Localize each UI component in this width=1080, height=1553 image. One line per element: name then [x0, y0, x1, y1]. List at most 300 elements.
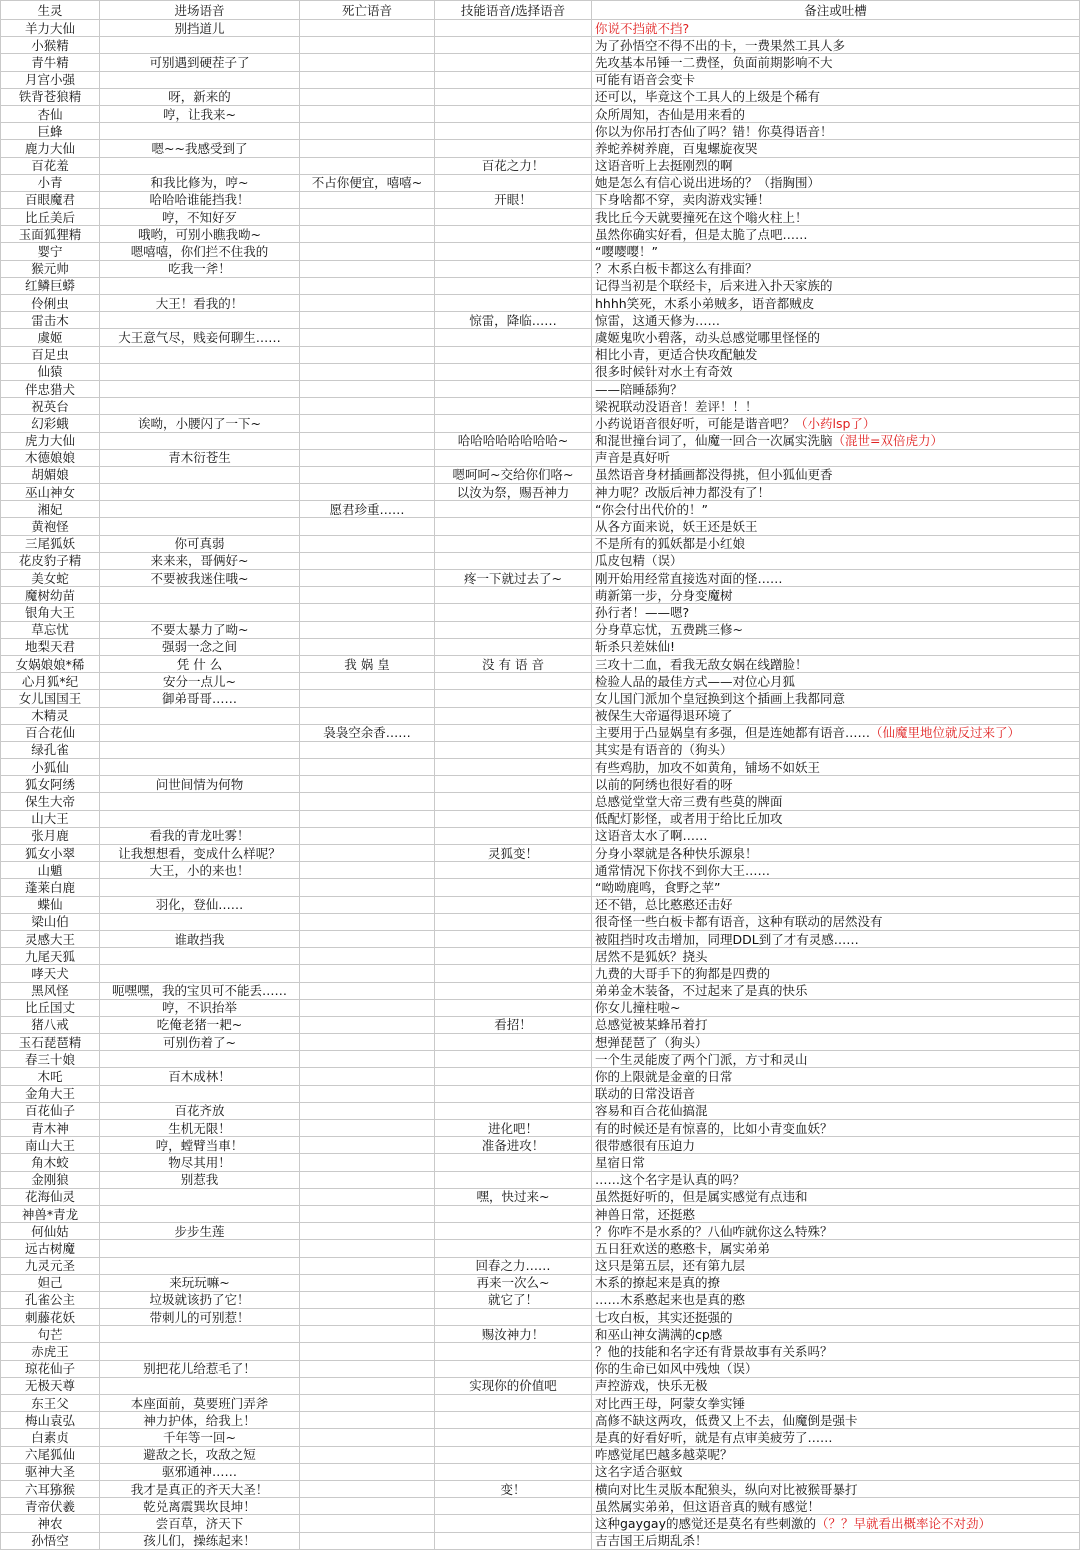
cell-entry-voice	[100, 243, 300, 260]
cell-skill-voice	[435, 346, 592, 363]
cell-entry-voice-text: 哦哟，可别小瞧我呦~	[138, 226, 261, 242]
cell-spirit-text: 何仙姑	[31, 1223, 69, 1239]
cell-skill-voice-text: 就它了！	[487, 1292, 538, 1308]
cell-skill-voice	[435, 741, 592, 758]
cell-spirit	[1, 329, 100, 346]
cell-remark-text: 三攻十二血，看我无敌女娲在线蹭脸！	[595, 656, 808, 672]
cell-entry-voice	[100, 1498, 300, 1515]
cell-entry-voice	[100, 1446, 300, 1463]
cell-remark-text: 你以为你吊打杏仙了吗？错！你莫得语音！	[595, 123, 833, 139]
cell-skill-voice	[435, 277, 592, 294]
cell-entry-voice	[100, 1154, 300, 1171]
table-row	[1, 380, 1080, 397]
cell-entry-voice	[100, 793, 300, 810]
cell-spirit	[1, 741, 100, 758]
cell-spirit-text: 哮天犬	[31, 965, 69, 981]
cell-skill-voice	[435, 604, 592, 621]
cell-spirit-text: 无极天尊	[24, 1378, 75, 1394]
table-row	[1, 1377, 1080, 1394]
cell-remark-text: 小药说语音很好听，可能是谐音吧？	[595, 415, 796, 431]
cell-remark	[592, 1137, 1080, 1154]
header-death-voice: 死亡语音	[300, 1, 435, 20]
cell-entry-voice	[100, 363, 300, 380]
cell-skill-voice-text: 百花之力！	[481, 158, 545, 174]
cell-remark	[592, 948, 1080, 965]
cell-remark	[592, 845, 1080, 862]
cell-remark	[592, 1223, 1080, 1240]
cell-entry-voice	[100, 1085, 300, 1102]
table-row	[1, 209, 1080, 226]
cell-entry-voice	[100, 655, 300, 672]
cell-skill-voice-text: 进化吧！	[487, 1120, 538, 1136]
cell-remark	[592, 1257, 1080, 1274]
cell-death-voice	[300, 655, 435, 672]
cell-remark-text: 孙行者！——嗯?	[595, 604, 690, 620]
cell-death-voice	[300, 260, 435, 277]
cell-skill-voice	[435, 243, 592, 260]
cell-entry-voice	[100, 621, 300, 638]
table-row	[1, 123, 1080, 140]
cell-skill-voice	[435, 552, 592, 569]
cell-spirit-text: 鹿力大仙	[24, 140, 75, 156]
table-row	[1, 1120, 1080, 1137]
cell-skill-voice	[435, 191, 592, 208]
table-row	[1, 552, 1080, 569]
cell-entry-voice	[100, 105, 300, 122]
cell-entry-voice-text: 哈哈哈谁能挡我！	[149, 192, 250, 208]
cell-remark	[592, 1377, 1080, 1394]
table-row	[1, 604, 1080, 621]
cell-remark	[592, 484, 1080, 501]
cell-entry-voice-text: 御弟哥哥……	[161, 690, 237, 706]
cell-spirit	[1, 845, 100, 862]
cell-spirit-text: 猴元帅	[31, 261, 69, 277]
cell-spirit-text: 九灵元圣	[24, 1258, 75, 1274]
cell-entry-voice	[100, 827, 300, 844]
cell-entry-voice	[100, 845, 300, 862]
cell-remark	[592, 157, 1080, 174]
cell-spirit	[1, 243, 100, 260]
cell-entry-voice-text: 谁敢挡我	[174, 931, 225, 947]
table-row	[1, 570, 1080, 587]
cell-skill-voice	[435, 638, 592, 655]
cell-spirit	[1, 157, 100, 174]
cell-spirit	[1, 209, 100, 226]
cell-spirit	[1, 1068, 100, 1085]
table-row	[1, 1171, 1080, 1188]
cell-death-voice	[300, 604, 435, 621]
cell-death-voice-text: 不占你便宜，嘻嘻~	[311, 175, 423, 191]
cell-skill-voice	[435, 20, 592, 37]
cell-spirit-text: 驱神大圣	[24, 1464, 75, 1480]
cell-skill-voice	[435, 88, 592, 105]
cell-remark-text: 木系的撩起来是真的撩	[595, 1275, 721, 1291]
cell-entry-voice	[100, 1188, 300, 1205]
cell-spirit-text: 雷击木	[31, 312, 69, 328]
table-row	[1, 965, 1080, 982]
cell-skill-voice-text: 看招！	[494, 1017, 532, 1033]
cell-spirit-text: 伶俐虫	[31, 295, 69, 311]
cell-spirit	[1, 793, 100, 810]
cell-spirit	[1, 1102, 100, 1119]
cell-skill-voice	[435, 587, 592, 604]
cell-skill-voice	[435, 226, 592, 243]
cell-remark-text: 容易和百合花仙搞混	[595, 1103, 708, 1119]
cell-entry-voice	[100, 37, 300, 54]
cell-entry-voice-text: 别挡道儿	[174, 20, 225, 36]
cell-skill-voice	[435, 1034, 592, 1051]
cell-remark-text: 低配灯影怪，或者用于给比丘加攻	[595, 811, 783, 827]
table-row	[1, 1326, 1080, 1343]
cell-entry-voice-text: 吃我一斧！	[168, 261, 231, 277]
table-row	[1, 277, 1080, 294]
cell-skill-voice-text: 以汝为祭，赐吾神力	[456, 484, 570, 500]
cell-spirit	[1, 1240, 100, 1257]
cell-remark-text: 咋感觉尾巴越多越菜呢？	[595, 1447, 733, 1463]
cell-entry-voice	[100, 260, 300, 277]
cell-entry-voice	[100, 1068, 300, 1085]
cell-remark-text: 神兽日常，还挺憨	[595, 1206, 696, 1222]
cell-remark-text: 我比丘今天就要撞死在这个嗡火柱上！	[595, 209, 808, 225]
cell-remark	[592, 329, 1080, 346]
cell-remark	[592, 398, 1080, 415]
cell-remark	[592, 724, 1080, 741]
cell-remark-text: 她是怎么有信心说出进场的？（指胸围）	[595, 175, 821, 191]
cell-death-voice	[300, 535, 435, 552]
table-row	[1, 1480, 1080, 1497]
cell-entry-voice-text: 强弱一念之间	[161, 639, 237, 655]
cell-entry-voice	[100, 71, 300, 88]
cell-death-voice	[300, 88, 435, 105]
table-row	[1, 1291, 1080, 1308]
cell-skill-voice	[435, 363, 592, 380]
cell-entry-voice-text: 不要太暴力了呦~	[150, 622, 249, 638]
cell-spirit-text: 女娲娘娘*稀	[15, 656, 85, 672]
cell-entry-voice	[100, 948, 300, 965]
cell-skill-voice	[435, 1068, 592, 1085]
table-row	[1, 690, 1080, 707]
cell-skill-voice	[435, 810, 592, 827]
cell-spirit-text: 地梨天君	[24, 639, 75, 655]
cell-skill-voice	[435, 1498, 592, 1515]
cell-skill-voice	[435, 827, 592, 844]
cell-remark-text: 虞姬鬼吹小碧落，动头总感觉哪里怪怪的	[595, 329, 821, 345]
cell-remark-text: 相比小青，更适合快攻配触发	[595, 347, 758, 363]
cell-remark	[592, 999, 1080, 1016]
cell-spirit-text: 梅山袁弘	[24, 1412, 75, 1428]
cell-spirit	[1, 1034, 100, 1051]
cell-remark	[592, 1154, 1080, 1171]
cell-spirit	[1, 174, 100, 191]
cell-spirit	[1, 1223, 100, 1240]
cell-remark-text: 七攻白板，其实还挺强的	[595, 1309, 733, 1325]
cell-entry-voice-text: 别惹我	[180, 1172, 219, 1188]
cell-spirit-text: 张月鹿	[31, 828, 69, 844]
cell-remark	[592, 1120, 1080, 1137]
cell-skill-voice	[435, 174, 592, 191]
cell-spirit	[1, 638, 100, 655]
cell-spirit-text: 六耳猕猴	[24, 1481, 75, 1497]
cell-remark	[592, 1309, 1080, 1326]
cell-death-voice	[300, 484, 435, 501]
cell-entry-voice	[100, 312, 300, 329]
cell-spirit	[1, 1429, 100, 1446]
cell-death-voice	[300, 432, 435, 449]
cell-spirit	[1, 1171, 100, 1188]
cell-spirit	[1, 913, 100, 930]
cell-spirit-text: 百合花仙	[24, 725, 75, 741]
cell-entry-voice	[100, 329, 300, 346]
cell-spirit	[1, 191, 100, 208]
cell-skill-voice	[435, 1446, 592, 1463]
table-row	[1, 759, 1080, 776]
cell-spirit-text: 角木蛟	[31, 1154, 69, 1170]
table-row	[1, 191, 1080, 208]
cell-remark	[592, 810, 1080, 827]
cell-skill-voice	[435, 1309, 592, 1326]
cell-entry-voice	[100, 432, 300, 449]
cell-spirit-text: 花皮豹子精	[18, 553, 82, 569]
cell-skill-voice	[435, 260, 592, 277]
cell-entry-voice-text: 来玩玩嘛~	[169, 1275, 230, 1291]
cell-remark	[592, 587, 1080, 604]
cell-skill-voice	[435, 295, 592, 312]
cell-spirit-text: 婴宁	[37, 244, 63, 260]
cell-spirit-text: 小猴精	[31, 37, 69, 53]
cell-remark	[592, 1498, 1080, 1515]
cell-remark	[592, 1034, 1080, 1051]
cell-spirit	[1, 535, 100, 552]
table-row	[1, 776, 1080, 793]
table-row	[1, 37, 1080, 54]
table-row	[1, 948, 1080, 965]
cell-remark	[592, 621, 1080, 638]
cell-death-voice	[300, 1498, 435, 1515]
cell-death-voice	[300, 930, 435, 947]
cell-death-voice	[300, 380, 435, 397]
cell-remark	[592, 140, 1080, 157]
cell-remark-text: 九费的大哥手下的狗都是四费的	[595, 965, 771, 981]
cell-death-voice	[300, 1446, 435, 1463]
cell-remark-text: 这种gaygay的感觉还是莫名有些刺激的	[595, 1515, 816, 1531]
table-row	[1, 1498, 1080, 1515]
table-row	[1, 930, 1080, 947]
cell-entry-voice-text: 生机无限！	[168, 1120, 231, 1136]
cell-skill-voice	[435, 862, 592, 879]
cell-remark-text: 主要用于凸显娲皇有多强，但是连她都有语音……	[595, 725, 871, 741]
cell-remark-text: 这语音听上去挺刚烈的啊	[595, 158, 733, 174]
cell-spirit-text: 妲己	[37, 1275, 63, 1291]
cell-spirit-text: 青帝伏羲	[24, 1498, 75, 1514]
cell-remark-text: 有些鸡肋，加攻不如黄角，铺场不如妖王	[595, 759, 821, 775]
cell-entry-voice	[100, 1257, 300, 1274]
cell-death-voice	[300, 123, 435, 140]
header-spirit: 生灵	[1, 1, 100, 20]
cell-spirit-text: 幻彩蛾	[31, 415, 69, 431]
table-row	[1, 20, 1080, 37]
cell-spirit-text: 木吒	[37, 1069, 63, 1085]
cell-death-voice	[300, 209, 435, 226]
cell-spirit	[1, 501, 100, 518]
cell-entry-voice	[100, 398, 300, 415]
cell-entry-voice	[100, 1343, 300, 1360]
cell-remark-text: 可能有语音会变卡	[595, 72, 696, 88]
header-entry-voice: 进场语音	[100, 1, 300, 20]
cell-entry-voice-text: 和我比修为，哼~	[150, 175, 249, 191]
cell-entry-voice	[100, 810, 300, 827]
cell-death-voice	[300, 707, 435, 724]
table-row	[1, 1515, 1080, 1532]
table-row	[1, 432, 1080, 449]
cell-entry-voice-text: 物尽其用！	[168, 1154, 231, 1170]
cell-entry-voice	[100, 449, 300, 466]
cell-remark-text: 分身草忘忧，五费跳三修~	[595, 622, 743, 638]
cell-spirit-text: 赤虎王	[31, 1344, 69, 1360]
table-row	[1, 501, 1080, 518]
table-row	[1, 638, 1080, 655]
cell-entry-voice	[100, 1051, 300, 1068]
cell-spirit-text: 黑风怪	[31, 983, 69, 999]
table-row	[1, 105, 1080, 122]
table-row	[1, 312, 1080, 329]
cell-spirit-text: 刺藤花妖	[24, 1309, 75, 1325]
cell-spirit-text: 银角大王	[24, 604, 75, 620]
cell-skill-voice	[435, 1463, 592, 1480]
cell-entry-voice	[100, 1171, 300, 1188]
cell-remark-text: 横向对比生灵版本配狼头，纵向对比被猴哥暴打	[595, 1481, 858, 1497]
cell-entry-voice	[100, 1463, 300, 1480]
table-row	[1, 466, 1080, 483]
cell-death-voice	[300, 1171, 435, 1188]
remark-red-note: （混世=双倍虎力）	[832, 433, 943, 449]
cell-entry-voice	[100, 535, 300, 552]
cell-remark	[592, 535, 1080, 552]
cell-remark	[592, 123, 1080, 140]
cell-skill-voice	[435, 1395, 592, 1412]
cell-spirit	[1, 1360, 100, 1377]
cell-death-voice	[300, 501, 435, 518]
cell-remark	[592, 673, 1080, 690]
cell-skill-voice	[435, 1515, 592, 1532]
table-row	[1, 810, 1080, 827]
cell-spirit	[1, 707, 100, 724]
cell-entry-voice	[100, 552, 300, 569]
cell-spirit	[1, 346, 100, 363]
cell-skill-voice	[435, 1480, 592, 1497]
cell-spirit-text: 南山大王	[24, 1137, 75, 1153]
cell-remark	[592, 570, 1080, 587]
table-row	[1, 621, 1080, 638]
cell-remark	[592, 363, 1080, 380]
cell-remark-text: ？木系白板卡都这么有排面？	[595, 261, 758, 277]
cell-spirit	[1, 1309, 100, 1326]
cell-remark	[592, 518, 1080, 535]
table-row	[1, 415, 1080, 432]
cell-remark-text: 虽然你确实好看，但是太脆了点吧……	[595, 226, 808, 242]
cell-spirit-text: 神兽*青龙	[21, 1206, 79, 1222]
cell-entry-voice-text: 看我的青龙吐雾！	[149, 828, 250, 844]
cell-remark-text: hhhh笑死，木系小弟贼多，语音都贼皮	[595, 295, 815, 311]
cell-spirit-text: 孙悟空	[31, 1533, 69, 1549]
cell-remark-text: ？你咋不是水系的？八仙咋就你这么特殊？	[595, 1223, 833, 1239]
table-row	[1, 226, 1080, 243]
cell-death-voice	[300, 1480, 435, 1497]
cell-remark	[592, 432, 1080, 449]
cell-entry-voice	[100, 1309, 300, 1326]
cell-death-voice	[300, 587, 435, 604]
table-row	[1, 1068, 1080, 1085]
cell-spirit	[1, 1257, 100, 1274]
cell-entry-voice	[100, 346, 300, 363]
cell-spirit	[1, 810, 100, 827]
cell-spirit	[1, 776, 100, 793]
cell-entry-voice	[100, 209, 300, 226]
cell-death-voice	[300, 1188, 435, 1205]
cell-death-voice	[300, 1051, 435, 1068]
cell-remark-text: 下身啥都不穿，卖肉游戏实锤！	[595, 192, 771, 208]
cell-spirit-text: 山大王	[31, 811, 69, 827]
cell-spirit-text: 孔雀公主	[24, 1292, 75, 1308]
cell-remark	[592, 896, 1080, 913]
cell-entry-voice-text: 孩儿们，操练起来！	[143, 1533, 256, 1549]
cell-entry-voice	[100, 226, 300, 243]
cell-remark	[592, 1085, 1080, 1102]
cell-remark-text: 是真的好看好听，就是有点审美疲劳了……	[595, 1429, 833, 1445]
cell-remark	[592, 209, 1080, 226]
cell-entry-voice	[100, 501, 300, 518]
cell-remark-text: 一个生灵能废了两个门派，方寸和灵山	[595, 1051, 808, 1067]
cell-entry-voice	[100, 879, 300, 896]
cell-remark-text: 总感觉被某蜂吊着打	[595, 1017, 708, 1033]
cell-spirit	[1, 226, 100, 243]
table-row	[1, 999, 1080, 1016]
table-row	[1, 1137, 1080, 1154]
cell-entry-voice-text: 诶呦，小腰闪了一下~	[138, 415, 261, 431]
cell-remark-text: 被阻挡时攻击增加，同理DDL到了才有灵感……	[595, 931, 859, 947]
cell-spirit	[1, 655, 100, 672]
table-row	[1, 1223, 1080, 1240]
table-row	[1, 1463, 1080, 1480]
cell-death-voice	[300, 1102, 435, 1119]
cell-entry-voice-text: 本座面前，莫要班门弄斧	[130, 1395, 269, 1411]
cell-skill-voice-text: 变！	[500, 1481, 526, 1497]
cell-remark	[592, 1360, 1080, 1377]
cell-entry-voice	[100, 1532, 300, 1549]
cell-death-voice	[300, 37, 435, 54]
cell-skill-voice	[435, 1360, 592, 1377]
cell-skill-voice-text: 没 有 语 音	[482, 656, 544, 672]
cell-spirit-text: 湘妃	[37, 501, 63, 517]
cell-remark	[592, 638, 1080, 655]
cell-remark-text: 联动的日常没语音	[595, 1086, 696, 1102]
cell-death-voice	[300, 71, 435, 88]
cell-remark-text: 很带感很有压迫力	[595, 1137, 696, 1153]
cell-skill-voice	[435, 724, 592, 741]
cell-skill-voice	[435, 329, 592, 346]
cell-death-voice	[300, 1257, 435, 1274]
cell-spirit-text: 虎力大仙	[24, 433, 75, 449]
cell-skill-voice	[435, 793, 592, 810]
cell-spirit	[1, 690, 100, 707]
cell-remark	[592, 1446, 1080, 1463]
cell-skill-voice	[435, 1137, 592, 1154]
cell-spirit	[1, 1446, 100, 1463]
table-row	[1, 1532, 1080, 1549]
cell-death-voice	[300, 1291, 435, 1308]
cell-remark	[592, 380, 1080, 397]
cell-skill-voice	[435, 879, 592, 896]
cell-entry-voice-text: 哼，不知好歹	[161, 209, 237, 225]
